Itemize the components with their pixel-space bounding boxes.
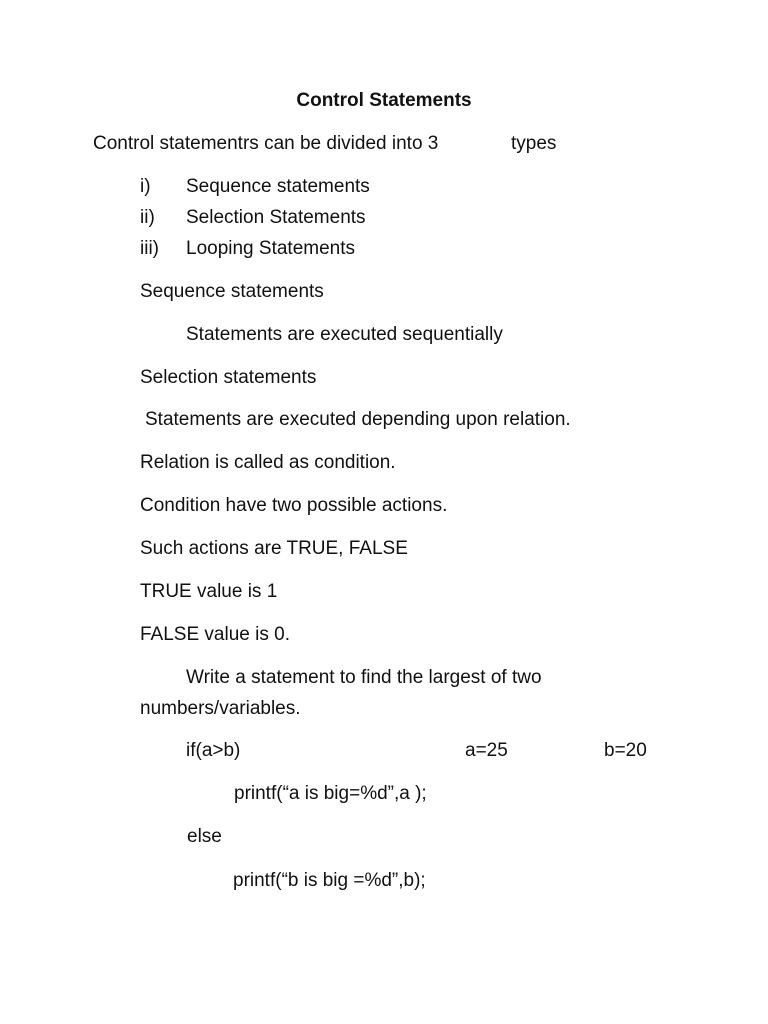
selection-line: Relation is called as condition. [140, 452, 396, 473]
page-title: Control Statements [296, 90, 472, 111]
task-line: numbers/variables. [140, 698, 301, 719]
selection-line: Condition have two possible actions. [140, 495, 448, 516]
selection-line: Such actions are TRUE, FALSE [140, 538, 408, 559]
code-a-value: a=25 [465, 740, 508, 761]
code-if-line: if(a>b) [186, 740, 241, 761]
intro-suffix: types [511, 133, 557, 154]
list-marker: ii) [140, 207, 155, 228]
list-item-text: Selection Statements [186, 207, 366, 228]
code-printf-b: printf(“b is big =%d”,b); [233, 870, 426, 891]
list-item-text: Sequence statements [186, 176, 370, 197]
selection-line: Statements are executed depending upon relation. [145, 409, 571, 430]
sequence-description: Statements are executed sequentially [186, 324, 503, 345]
list-marker: i) [140, 176, 151, 197]
code-b-value: b=20 [604, 740, 647, 761]
selection-line: FALSE value is 0. [140, 624, 290, 645]
code-printf-a: printf(“a is big=%d”,a ); [234, 783, 427, 804]
list-marker: iii) [140, 238, 159, 259]
list-item-text: Looping Statements [186, 238, 356, 259]
task-line: Write a statement to find the largest of two [186, 667, 542, 688]
sequence-heading: Sequence statements [140, 281, 324, 302]
selection-heading: Selection statements [140, 367, 317, 388]
selection-line: TRUE value is 1 [140, 581, 278, 602]
intro-text: Control statementrs can be divided into 3 [93, 133, 439, 154]
code-else-line: else [187, 826, 222, 847]
